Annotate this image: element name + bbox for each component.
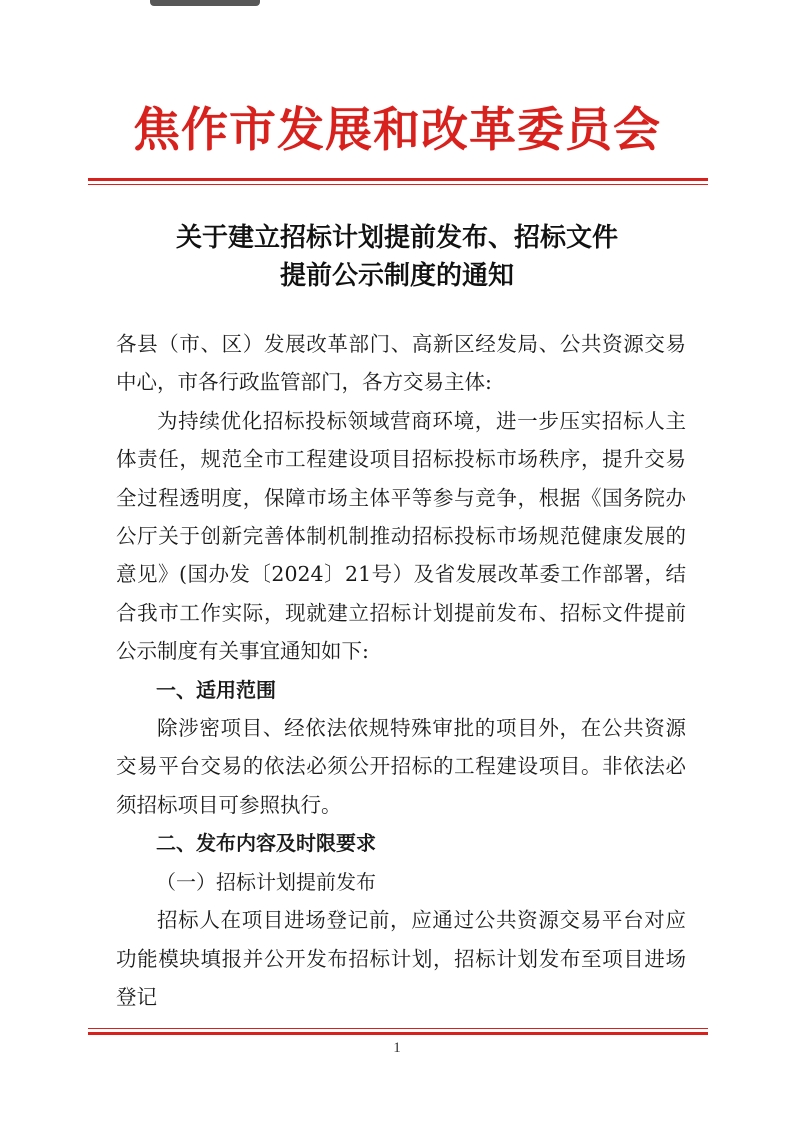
- footer-rule-thin: [88, 1028, 708, 1029]
- footer-rule-thick: [88, 1032, 708, 1035]
- intro-paragraph: 为持续优化招标投标领域营商环境，进一步压实招标人主体责任，规范全市工程建设项目招标投标市场秩序，提升交易全过程透明度，保障市场主体平等参与竞争，根据《国务院办公厅关于创新完善体制机制推动招标投标市场规范健康发展的意见》(国办发〔2024〕21号）及省发展改革委工作部署，结合我市工作实际，现就建立招标计划提前发布、招标文件提前公示制度有关事宜通知如下:: [116, 408, 686, 664]
- document-body: [116, 325, 686, 1016]
- issuer-header: 焦作市发展和改革委员会: [133, 103, 661, 158]
- document-title-line-1: 关于建立招标计划提前发布、招标文件: [175, 223, 618, 253]
- section-1-heading: 一、适用范围: [156, 677, 276, 702]
- scan-edge-mark: [150, 0, 260, 6]
- section-1-paragraph: 除涉密项目、经依法依规特殊审批的项目外，在公共资源交易平台交易的依法必须公开招标的工程建设项目。非依法必须招标项目可参照执行。: [116, 716, 686, 817]
- document-title-line-2: 提前公示制度的通知: [279, 261, 514, 291]
- header-rule-thick: [88, 178, 708, 181]
- section-2-heading: 二、发布内容及时限要求: [156, 831, 376, 856]
- header-rule-thin: [88, 184, 708, 185]
- page-number: 1: [393, 1040, 401, 1056]
- section-2-sub-1-paragraph: 招标人在项目进场登记前，应通过公共资源交易平台对应功能模块填报并公开发布招标计划，招标计划发布至项目进场登记: [116, 908, 686, 1009]
- section-2-subheading-1: （一）招标计划提前发布: [156, 869, 376, 894]
- salutation: 各县（市、区）发展改革部门、高新区经发局、公共资源交易中心，市各行政监管部门，各方交易主体:: [116, 332, 686, 395]
